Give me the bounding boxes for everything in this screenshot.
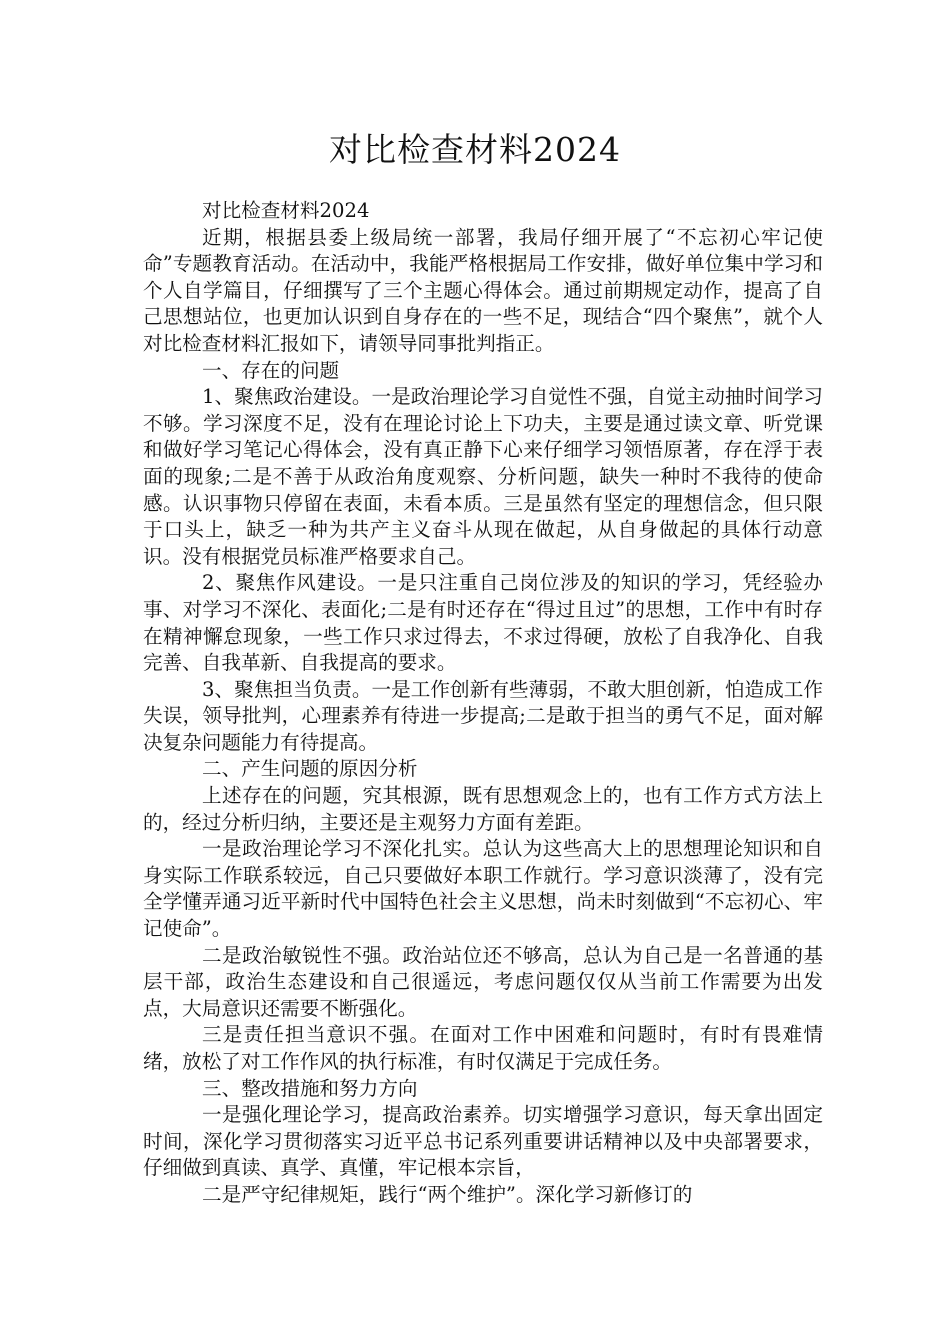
paragraph: 3、聚焦担当负责。一是工作创新有些薄弱，不敢大胆创新，怕造成工作失误，领导批判，心理素养有待进一步提高;二是敢于担当的勇气不足，面对解决复杂问题能力有待提高。 — [143, 677, 823, 754]
section-heading: 三、整改措施和努力方向 — [202, 1076, 418, 1100]
paragraph: 上述存在的问题，究其根源，既有思想观念上的，也有工作方式方法上的，经过分析归纳，主要还是主观努力方面有差距。 — [143, 784, 823, 834]
paragraph: 一是政治理论学习不深化扎实。总认为这些高大上的思想理论知识和自身实际工作联系较远，自己只要做好本职工作就行。学习意识淡薄了，没有完全学懂弄通习近平新时代中国特色社会主义思想，尚未时刻做到“不忘初心、牢记使命”。 — [143, 837, 823, 941]
section-heading: 一、存在的问题 — [202, 358, 340, 382]
document-title: 对比检查材料2024 — [329, 130, 621, 169]
paragraph: 1、聚焦政治建设。一是政治理论学习自觉性不强，自觉主动抽时间学习不够。学习深度不足，没有在理论讨论上下功夫，主要是通过读文章、听党课和做好学习笔记心得体会，没有真正静下心来仔细学习领悟原著，存在浮于表面的现象;二是不善于从政治角度观察、分析问题，缺失一种时不我待的使命感。认识事物只停留在表面，未看本质。三是虽然有坚定的理想信念，但只限于口头上，缺乏一种为共产主义奋斗从现在做起，从自身做起的具体行动意识。没有根据党员标准严格要求自己。 — [143, 385, 823, 568]
document-body — [143, 198, 823, 1209]
paragraph: 一是强化理论学习，提高政治素养。切实增强学习意识，每天拿出固定时间，深化学习贯彻落实习近平总书记系列重要讲话精神以及中央部署要求，仔细做到真读、真学、真懂，牢记根本宗旨， — [143, 1103, 823, 1180]
paragraph: 二是严守纪律规矩，践行“两个维护”。深化学习新修订的 — [202, 1182, 693, 1206]
paragraph: 2、聚焦作风建设。一是只注重自己岗位涉及的知识的学习，凭经验办事、对学习不深化、表面化;二是有时还存在“得过且过”的思想，工作中有时存在精神懈怠现象，一些工作只求过得去，不求过得硬，放松了自我净化、自我完善、自我革新、自我提高的要求。 — [143, 571, 823, 675]
paragraph: 三是责任担当意识不强。在面对工作中困难和问题时，有时有畏难情绪，放松了对工作作风的执行标准，有时仅满足于完成任务。 — [143, 1023, 823, 1073]
section-heading: 二、产生问题的原因分析 — [202, 757, 418, 781]
paragraph: 二是政治敏锐性不强。政治站位还不够高，总认为自己是一名普通的基层干部，政治生态建设和自己很遥远，考虑问题仅仅从当前工作需要为出发点，大局意识还需要不断强化。 — [143, 943, 823, 1020]
paragraph: 近期，根据县委上级局统一部署，我局仔细开展了“不忘初心牢记使命”专题教育活动。在活动中，我能严格根据局工作安排，做好单位集中学习和个人自学篇目，仔细撰写了三个主题心得体会。通过前期规定动作，提高了自己思想站位，也更加认识到自身存在的一些不足，现结合“四个聚焦”，就个人对比检查材料汇报如下，请领导同事批判指正。 — [143, 225, 823, 355]
paragraph: 对比检查材料2024 — [202, 199, 370, 222]
